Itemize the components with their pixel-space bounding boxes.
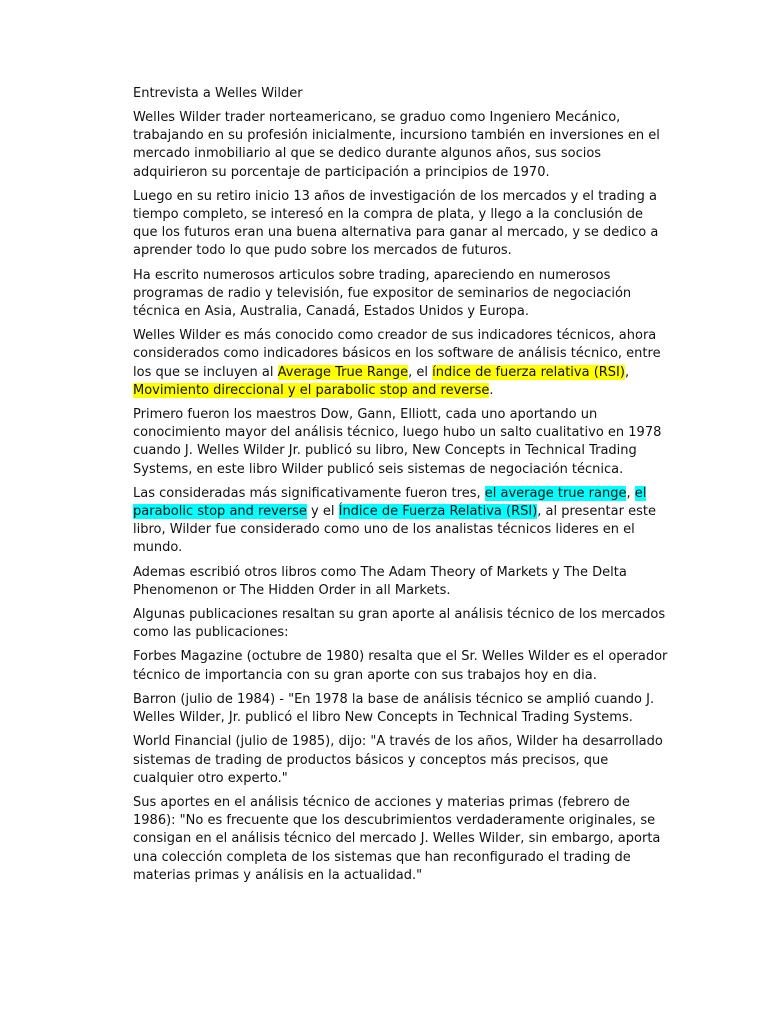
paragraph-7: Ademas escribió otros libros como The Adam Theory of Markets y The Delta Phenomenon or The Hidden Order in all Markets. <box>133 564 627 598</box>
highlight-rsi: índice de fuerza relativa (RSI) <box>432 364 625 380</box>
paragraph-6-text-1: Las consideradas más significativamente fueron tres, <box>133 485 485 501</box>
paragraph-5: Primero fueron los maestros Dow, Gann, Elliott, cada uno aportando un conocimiento mayor del análisis técnico, luego hubo un salto cualitativo en 1978 cuando J. Welles Wilder Jr. publicó su libro, New Concepts in Technical Trading Systems, en este libro Wilder publicó seis sistemas de negociación técnica. <box>133 407 662 477</box>
paragraph-6-text-2: , <box>626 485 635 501</box>
paragraph-2: Luego en su retiro inicio 13 años de investigación de los mercados y el trading a tiempo completo, se interesó en la compra de plata, y llego a la conclusión de que los futuros eran una buena alternativa para ganar al mercado, y se dedico a aprender todo lo que pudo sobre los mercados de futuros. <box>133 188 659 259</box>
paragraph-8: Algunas publicaciones resaltan su gran aporte al análisis técnico de los mercados como las publicaciones: <box>133 607 666 641</box>
highlight-rsi-2: Índice de Fuerza Relativa (RSI) <box>338 504 538 520</box>
paragraph-4-text-4: . <box>489 382 494 398</box>
paragraph-6-text-4: , al presentar este libro, Wilder fue considerado como uno de los analistas técnicos lideres en el mundo. <box>133 504 656 556</box>
highlight-directional-movement: Movimiento direccional y el parabolic stop and reverse <box>133 382 490 398</box>
paragraph-6 <box>133 485 668 558</box>
paragraph-11: World Financial (julio de 1985), dijo: "A través de los años, Wilder ha desarrollado sistemas de trading de productos básicos y conceptos más precisos, que cualquier otro experto." <box>133 734 663 786</box>
paragraph-4 <box>133 327 668 400</box>
paragraph-1: Welles Wilder trader norteamericano, se graduo como Ingeniero Mecánico, trabajando en su profesión inicialmente, incursiono también en inversiones en el mercado inmobiliario al que se dedico durante algunos años, sus socios adquirieron su porcentaje de participación a principios de 1970. <box>133 110 660 180</box>
paragraph-9: Forbes Magazine (octubre de 1980) resalta que el Sr. Welles Wilder es el operador técnico de importancia con su gran aporte con sus trabajos hoy en dia. <box>133 649 668 683</box>
document-title: Entrevista a Welles Wilder <box>133 86 303 101</box>
paragraph-10: Barron (julio de 1984) - "En 1978 la base de análisis técnico se amplió cuando J. Welles Wilder, Jr. publicó el libro New Concepts in Technical Trading Systems. <box>133 691 655 726</box>
paragraph-3: Ha escrito numerosos articulos sobre trading, apareciendo en numerosos programas de radio y televisión, fue expositor de seminarios de negociación técnica en Asia, Australia, Canadá, Estados Unidos y Europa. <box>133 267 632 320</box>
paragraph-12: Sus aportes en el análisis técnico de acciones y materias primas (febrero de 1986): "No es frecuente que los descubrimientos verdaderamente originales, se consigan en el análisis técnico del mercado J. Welles Wilder, sin embargo, aporta una colección completa de los sistemas que han reconfigurado el trading de materias primas y análisis en la actualidad." <box>133 794 661 883</box>
paragraph-4-text-3: , <box>624 364 630 380</box>
highlight-average-true-range: Average True Range <box>277 364 409 380</box>
highlight-parabolic-sar: el parabolic stop and reverse <box>133 485 647 520</box>
paragraph-4-text-2: , el <box>408 364 433 380</box>
highlight-average-true-range-2: el average true range <box>484 485 627 501</box>
paragraph-6-text-3: y el <box>306 504 339 520</box>
paragraph-4-text-1: Welles Wilder es más conocido como creador de sus indicadores técnicos, ahora considerados como indicadores básicos en los software de análisis técnico, entre los que se incluyen al <box>133 328 661 380</box>
